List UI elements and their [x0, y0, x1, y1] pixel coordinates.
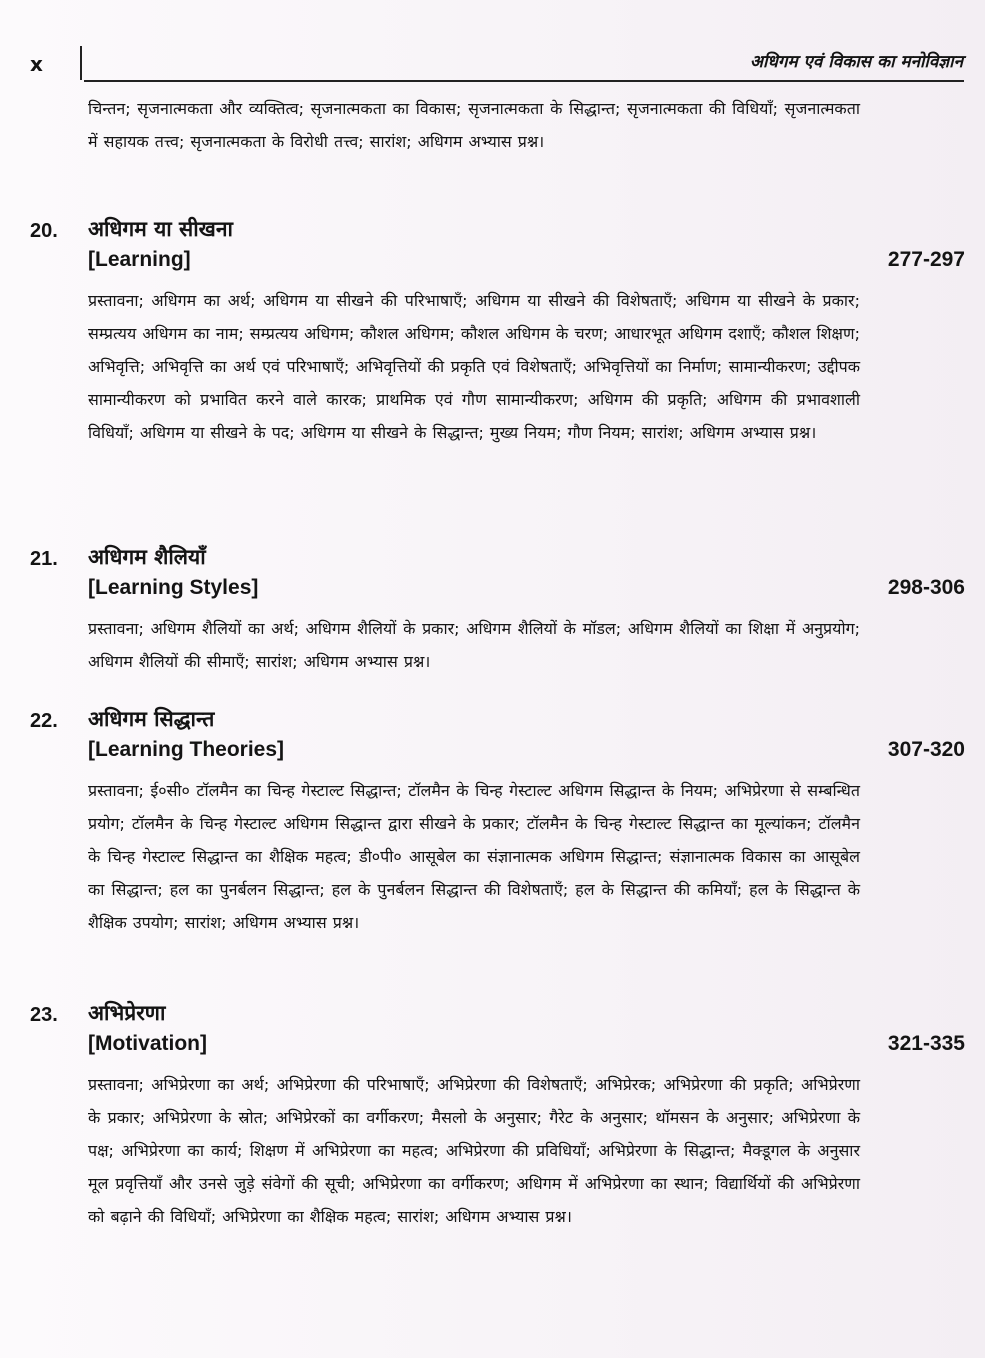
- chapter-english-title: [Learning Theories]: [88, 738, 285, 761]
- chapter-title: अभिप्रेरणा: [88, 1001, 166, 1025]
- chapter-page-range: 321-335: [887, 1032, 965, 1055]
- chapter-title: अधिगम शैलियाँ: [88, 545, 206, 569]
- continued-chapter-description: चिन्तन; सृजनात्मकता और व्यक्तित्व; सृजनात्मकता का विकास; सृजनात्मकता के सिद्धान्त; सृजनात्मकता की विधियाँ; सृजनात्मकता में सहायक तत्त्व; सृजनात्मकता के विरोधी तत्त्व; सारांश; अधिगम अभ्यास प्रश्न।: [88, 99, 860, 151]
- chapter-description: प्रस्तावना; अभिप्रेरणा का अर्थ; अभिप्रेरणा की परिभाषाएँ; अभिप्रेरणा की विशेषताएँ; अभिप्रेरक; अभिप्रेरणा की प्रकृति; अभिप्रेरणा के प्रकार; अभिप्रेरणा के स्रोत; अभिप्रेरकों का वर्गीकरण; मैसलो के अनुसार; गैरेट के अनुसार; थॉमसन के अनुसार; अभिप्रेरणा के पक्ष; अभिप्रेरणा का कार्य; शिक्षण में अभिप्रेरणा का महत्व; अभिप्रेरणा की प्रविधियाँ; अभिप्रेरणा के सिद्धान्त; मैक्डूगल के अनुसार मूल प्रवृत्तियाँ और उनसे जुड़े संवेगों की सूची; अभिप्रेरणा का वर्गीकरण; अधिगम में अभिप्रेरणा का स्थान; विद्यार्थियों की अभिप्रेरणा को बढ़ाने की विधियाँ; अभिप्रेरणा का शैक्षिक महत्व; सारांश; अधिगम अभ्यास प्रश्न।: [88, 1075, 860, 1226]
- chapter-description: प्रस्तावना; अधिगम का अर्थ; अधिगम या सीखने की परिभाषाएँ; अधिगम या सीखने की विशेषताएँ; अधिगम या सीखने के प्रकार; सम्प्रत्यय अधिगम का नाम; सम्प्रत्यय अधिगम; कौशल अधिगम; कौशल अधिगम के चरण; आधारभूत अधिगम दशाएँ; कौशल शिक्षण; अभिवृत्ति; अभिवृत्ति का अर्थ एवं परिभाषाएँ; अभिवृत्तियों की प्रकृति एवं विशेषताएँ; अभिवृत्तियों का निर्माण; सामान्यीकरण; उद्दीपक सामान्यीकरण को प्रभावित करने वाले कारक; प्राथमिक एवं गौण सामान्यीकरण; अधिगम की प्रकृति; अधिगम की प्रभावशाली विधियाँ; अधिगम या सीखने के पद; अधिगम या सीखने के सिद्धान्त; मुख्य नियम; गौण नियम; सारांश; अधिगम अभ्यास प्रश्न।: [88, 291, 860, 442]
- chapter-page-range: 307-320: [887, 738, 965, 761]
- header-vertical-rule: [80, 46, 82, 80]
- chapter-number: 20.: [30, 220, 58, 242]
- chapter-title: अधिगम सिद्धान्त: [88, 707, 215, 731]
- chapter-page-range: 277-297: [887, 248, 965, 271]
- chapter-english-title: [Learning Styles]: [88, 576, 259, 599]
- running-header-title: अधिगम एवं विकास का मनोविज्ञान: [750, 52, 963, 72]
- chapter-number: 23.: [30, 1004, 58, 1026]
- chapter-number: 21.: [30, 548, 58, 570]
- chapter-title: अधिगम या सीखना: [88, 217, 233, 241]
- chapter-number: 22.: [30, 710, 58, 732]
- chapter-page-range: 298-306: [887, 576, 965, 599]
- header-horizontal-rule: [84, 80, 964, 82]
- chapter-english-title: [Motivation]: [88, 1032, 207, 1055]
- chapter-english-title: [Learning]: [88, 248, 191, 271]
- chapter-description: प्रस्तावना; अधिगम शैलियों का अर्थ; अधिगम शैलियों के प्रकार; अधिगम शैलियों के मॉडल; अधिगम शैलियों का शिक्षा में अनुप्रयोग; अधिगम शैलियों की सीमाएँ; सारांश; अधिगम अभ्यास प्रश्न।: [88, 619, 860, 671]
- chapter-description: प्रस्तावना; ई०सी० टॉलमैन का चिन्ह गेस्टाल्ट सिद्धान्त; टॉलमैन के चिन्ह गेस्टाल्ट अधिगम सिद्धान्त के नियम; अभिप्रेरणा से सम्बन्धित प्रयोग; टॉलमैन के चिन्ह गेस्टाल्ट अधिगम सिद्धान्त द्वारा सीखने के प्रकार; टॉलमैन के चिन्ह गेस्टाल्ट सिद्धान्त का मूल्यांकन; टॉलमैन के चिन्ह गेस्टाल्ट सिद्धान्त का शैक्षिक महत्व; डी०पी० आसूबेल का संज्ञानात्मक अधिगम सिद्धान्त; संज्ञानात्मक विकास का आसूबेल का सिद्धान्त; हल का पुनर्बलन सिद्धान्त; हल के पुनर्बलन सिद्धान्त की विशेषताएँ; हल के सिद्धान्त की कमियाँ; हल के सिद्धान्त के शैक्षिक उपयोग; सारांश; अधिगम अभ्यास प्रश्न।: [88, 781, 860, 932]
- page-number: x: [30, 52, 43, 76]
